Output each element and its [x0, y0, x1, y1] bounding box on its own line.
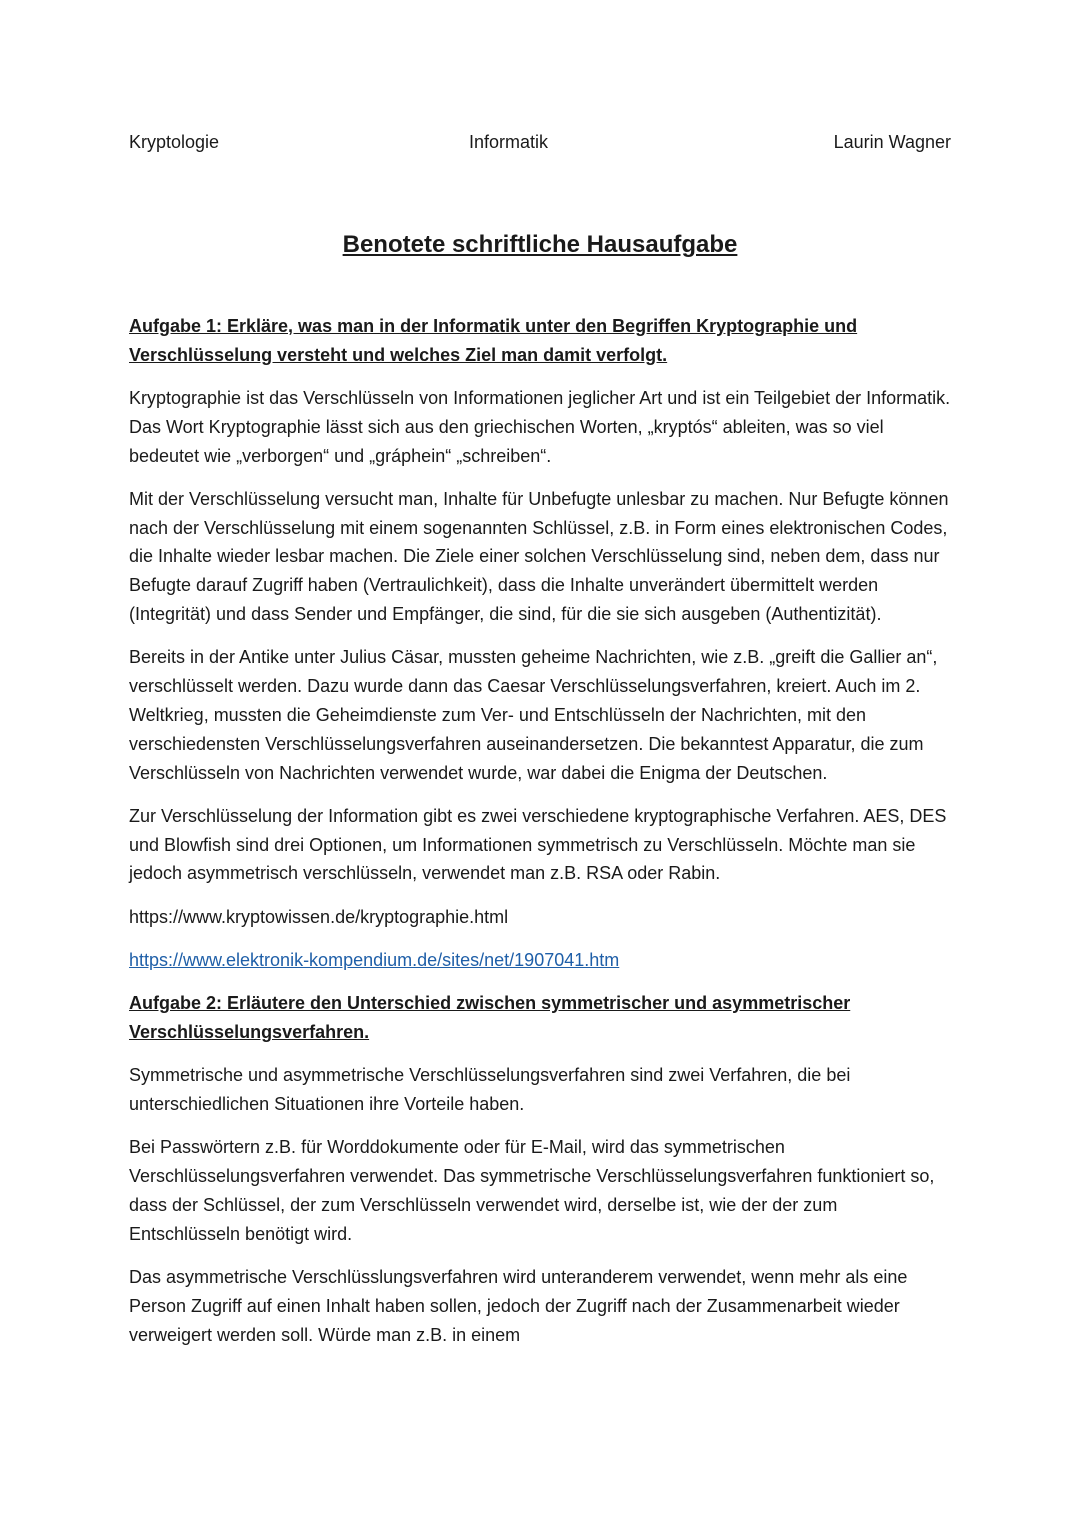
header-course: Informatik	[469, 132, 549, 152]
task-1-paragraph-2: Mit der Verschlüsselung versucht man, Inhalte für Unbefugte unlesbar zu machen. Nur Befugte können nach der Verschlüsselung mit einem sogenannten Schlüssel, z.B. in Form eines elektronischen Codes, die Inhalte wieder lesbar machen. Die Ziele einer solchen Verschlüsselung sind, neben dem, dass nur Befugte darauf Zugriff haben (Vertraulichkeit), dass die Inhalte unverändert übermittelt werden (Integrität) und dass Sender und Empfänger, die sind, für die sie sich ausgeben (Authentizität).	[129, 488, 949, 625]
task-2-paragraph-3: Das asymmetrische Verschlüsslungsverfahren wird unteranderem verwendet, wenn mehr als eine Person Zugriff auf einen Inhalt haben sollen, jedoch der Zugriff nach der Zusammenarbeit wieder verweigert werden soll. Würde man z.B. in einem	[129, 1267, 908, 1345]
document-title: Benotete schriftliche Hausaufgabe	[342, 231, 738, 258]
task-2-paragraph-2: Bei Passwörtern z.B. für Worddokumente oder für E-Mail, wird das symmetrischen Verschlüsselungsverfahren verwendet. Das symmetrische Verschlüsselungsverfahren funktioniert so, dass der Schlüssel, der zum Verschlüsseln verwendet wird, derselbe ist, wie der der zum Entschlüsseln benötigt wird.	[129, 1137, 935, 1244]
task-1-paragraph-4: Zur Verschlüsselung der Information gibt es zwei verschiedene kryptographische Verfahren. AES, DES und Blowfish sind drei Optionen, um Informationen symmetrisch zu Verschlüsseln. Möchte man sie jedoch asymmetrisch verschlüsseln, verwendet man z.B. RSA oder Rabin.	[129, 805, 947, 884]
task-2-heading: Aufgabe 2: Erläutere den Unterschied zwischen symmetrischer und asymmetrischer Verschlüsselungsverfahren.	[129, 993, 851, 1043]
task-2-paragraph-1: Symmetrische und asymmetrische Verschlüsselungsverfahren sind zwei Verfahren, die bei unterschiedlichen Situationen ihre Vorteile haben.	[129, 1065, 851, 1115]
source-link-2[interactable]: https://www.elektronik-kompendium.de/sites/net/1907041.htm	[129, 950, 620, 971]
header-subject: Kryptologie	[129, 132, 220, 152]
header-author: Laurin Wagner	[833, 132, 951, 152]
document-page	[129, 126, 951, 1364]
task-1-heading: Aufgabe 1: Erkläre, was man in der Informatik unter den Begriffen Kryptographie und Verschlüsselung versteht und welches Ziel man damit verfolgt.	[129, 316, 858, 365]
source-url-1: https://www.kryptowissen.de/kryptographie.html	[129, 906, 509, 927]
task-1-paragraph-1: Kryptographie ist das Verschlüsseln von Informationen jeglicher Art und ist ein Teilgebiet der Informatik. Das Wort Kryptographie lässt sich aus den griechischen Worten, „kryptós“ ableiten, was so viel bedeutet wie „verborgen“ und „gráphein“ „schreiben“.	[129, 388, 951, 466]
task-1-paragraph-3: Bereits in der Antike unter Julius Cäsar, mussten geheime Nachrichten, wie z.B. „greift die Gallier an“, verschlüsselt werden. Dazu wurde dann das Caesar Verschlüsselungsverfahren, kreiert. Auch im 2. Weltkrieg, mussten die Geheimdienste zum Ver- und Entschlüsseln der Nachrichten, mit den verschiedensten Verschlüsselungsverfahren auseinandersetzen. Die bekanntest Apparatur, die zum Verschlüsseln von Nachrichten verwendet wurde, war dabei die Enigma der Deutschen.	[129, 647, 938, 783]
page-header	[129, 126, 951, 158]
